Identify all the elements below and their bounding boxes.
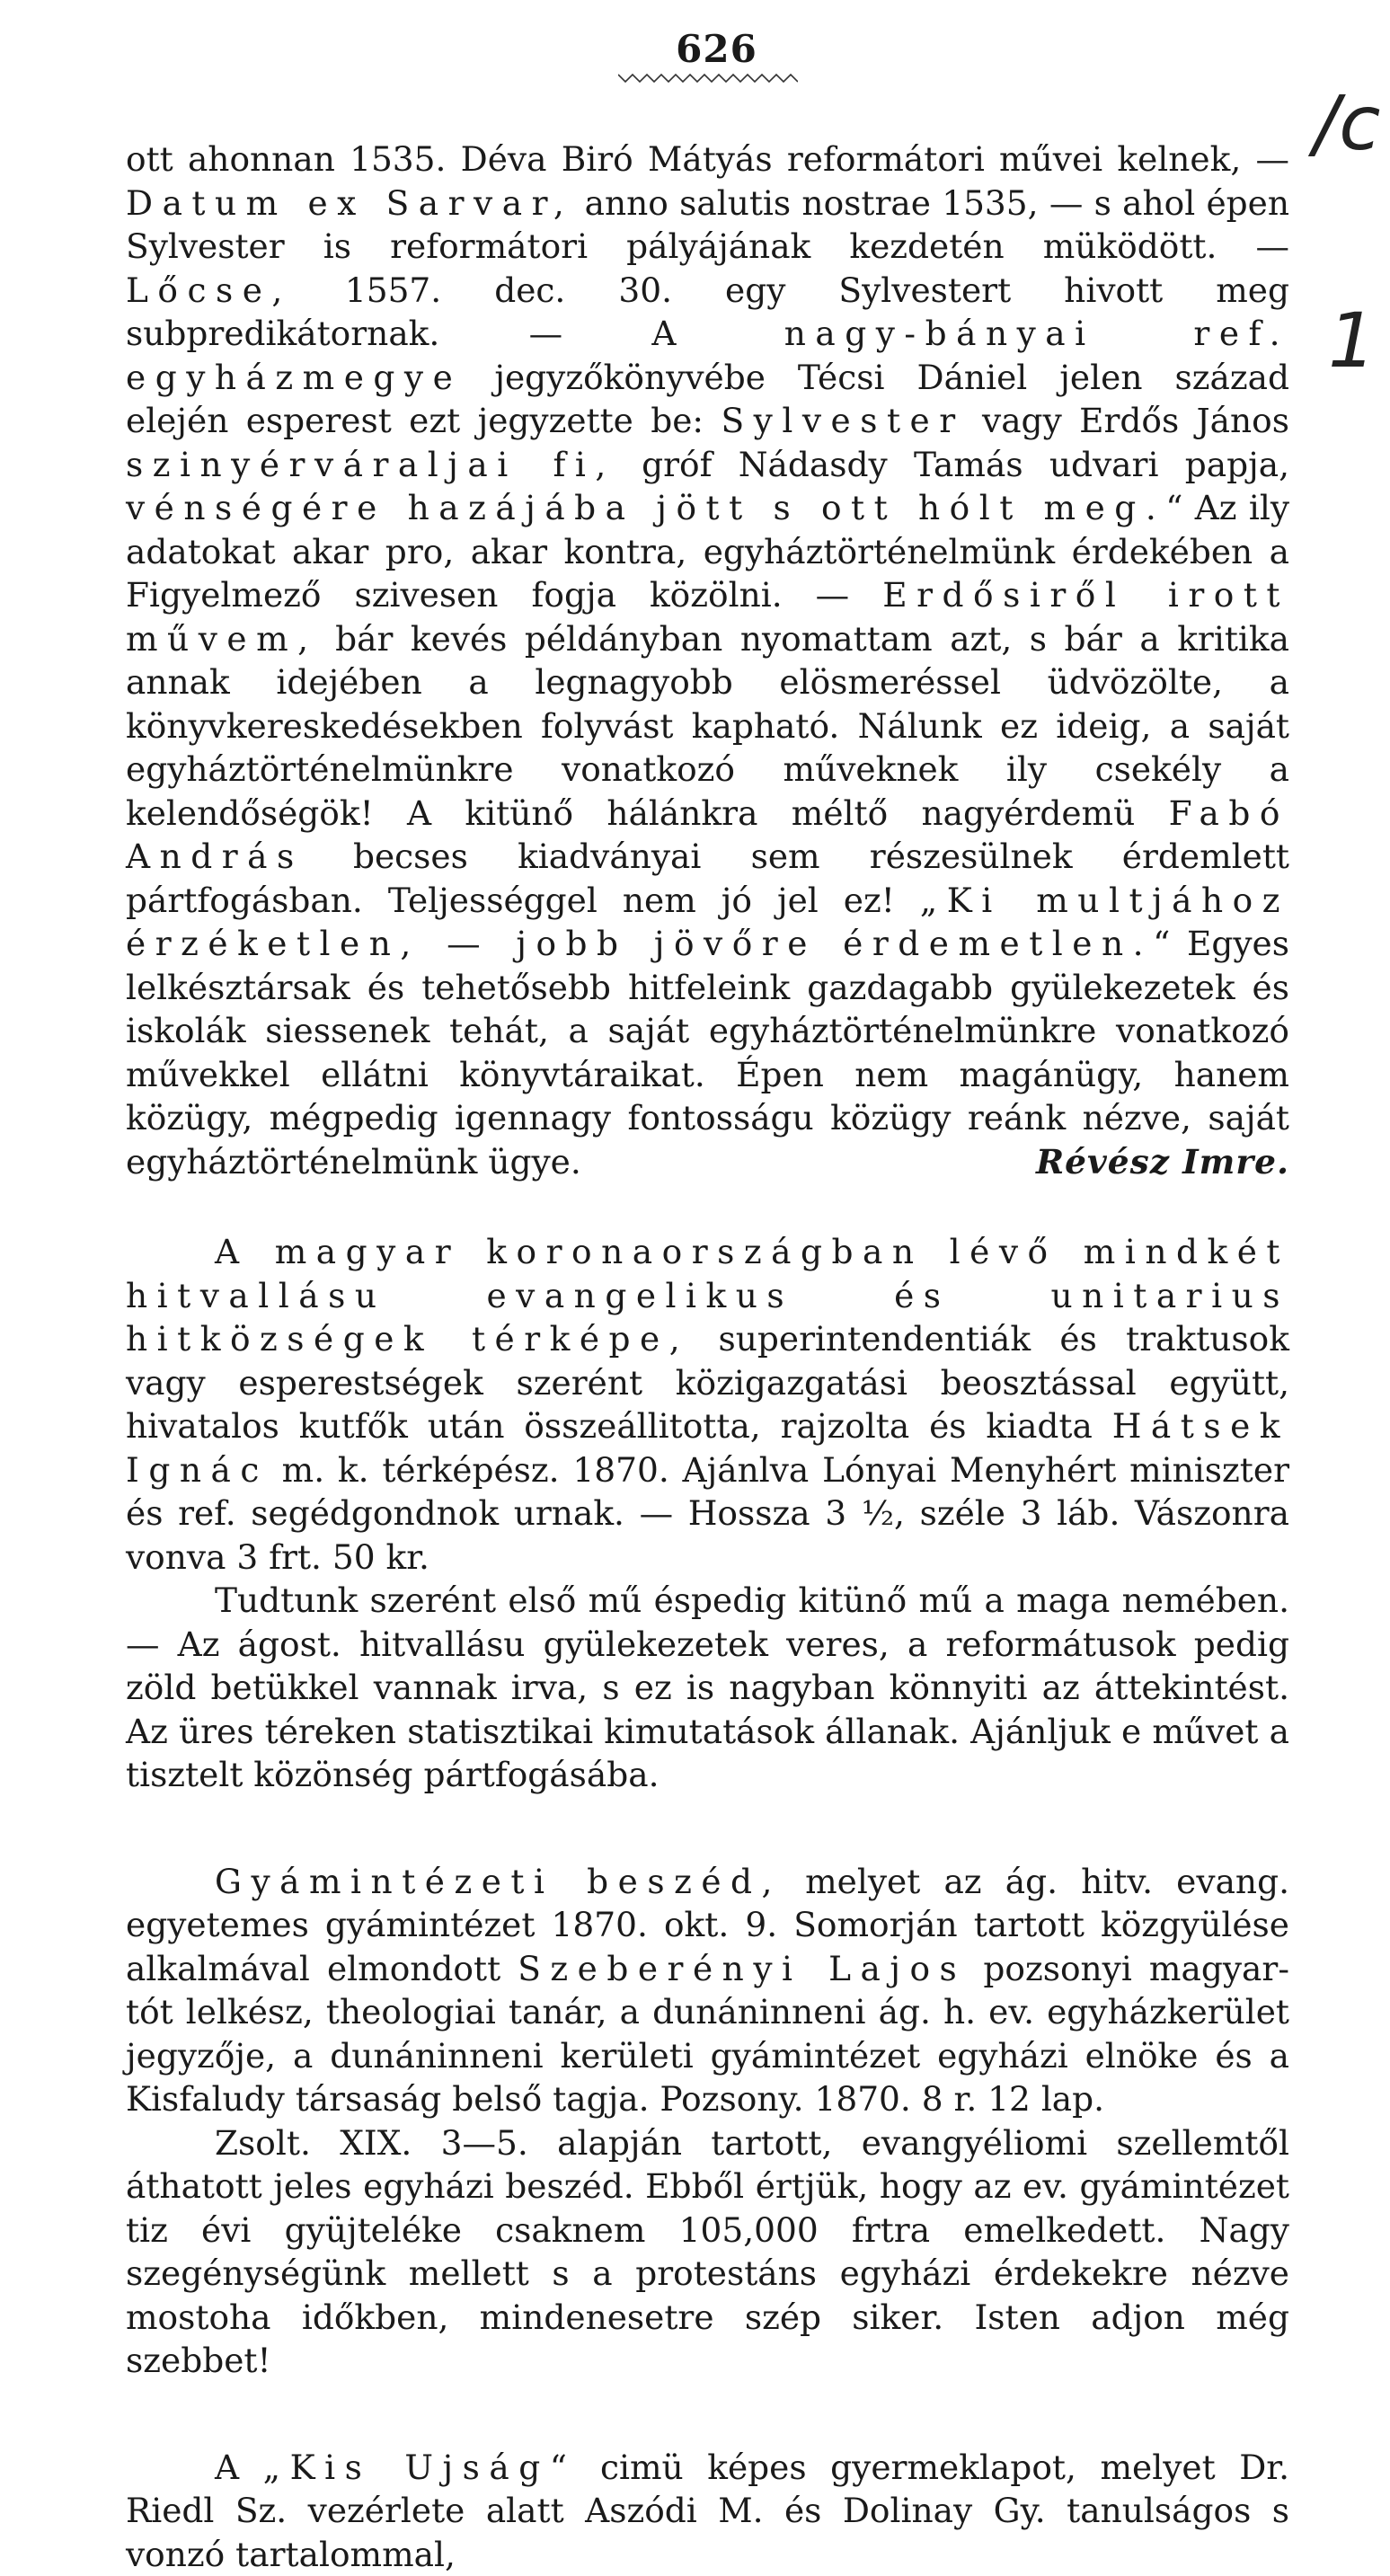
text-run: bár kevés példányban nyomattam azt, s bár a kritika annak idejében a legnagyobb elösmeréssel üdvözölte, a könyvkereskedésekben folyvást kapható. Nálunk ez ideig, a saját egyháztörténelmünkre vonatkozó műveknek ily csekély a kelendőségök! A kitünő hálánkra méltő nagyérdemü — [126, 619, 1289, 833]
spaced-hatsek: Hátsek Ignác — [126, 1406, 1289, 1490]
text-run: pozsonyi magyar-tót lelkész, theologiai tanár, a dunáninneni ág. h. ev. egyházkerület jegyzője, a dunáninneni kerületi gyámintézet egyházi elnöke és a Kisfaludy társaság belső tagja. Pozsony. 1870. 8 r. 12 lap. — [126, 1949, 1289, 2120]
text-run: cimü képes gyermeklapot, melyet Dr. Riedl Sz. vezérlete alatt Aszódi M. és Dolinay Gy. tanulságos s vonzó tartalommal, — [126, 2448, 1289, 2574]
signature: Révész Imre. — [1036, 1140, 1289, 1184]
spaced-terkep-title: A magyar koronaországban lévő mindkét hitvallásu evangelikus és unitarius hitközségek térképe, — [126, 1232, 1289, 1359]
page — [126, 27, 1289, 2576]
margin-mark-one: 1 — [1328, 297, 1376, 385]
spaced-fabo: Fabó András — [126, 793, 1289, 877]
margin-mark-c: /c — [1314, 79, 1380, 167]
text-run: m. k. térképész. 1870. Ajánlva Lónyai Menyhért miniszter és ref. segédgondnok urnak. — Hossza 3 ½, széle 3 láb. Vászonra vonva 3 frt. 50 kr. — [126, 1450, 1289, 1577]
text-run: 1557. dec. 30. egy Sylvestert hivott meg subpredikátornak. — — [126, 270, 1289, 354]
spaced-datum: Datum ex Sarvar, — [126, 183, 573, 223]
spaced-erdosirol: Erdősiről irott művem, — [126, 575, 1289, 659]
text-run: becses kiadványai sem részesülnek érdemlett pártfogásban. Teljességgel nem jó jel ez! — [126, 837, 1289, 920]
paragraph-gyamintezet — [126, 1860, 1289, 2121]
spaced-nagybanyai: A nagy-bányai ref. egyházmegye — [126, 314, 1289, 397]
text-run: ott ahonnan 1535. Déva Biró Mátyás reformátori művei kelnek, — — [126, 139, 1289, 179]
text-run: melyet az ág. hitv. evang. egyetemes gyámintézet 1870. okt. 9. Somorján tartott közgyülése alkalmával elmondott — [126, 1862, 1289, 1988]
spaced-locse: Lőcse, — [126, 270, 292, 310]
page-number: 626 — [144, 27, 1289, 71]
spaced-sylvester: Sylvester — [721, 401, 964, 440]
spaced-quote: „Ki multjához érzéketlen, — jobb jövőre érdemetlen. — [126, 881, 1289, 964]
spaced-gyamintezet-title: Gyámintézeti beszéd, — [215, 1862, 782, 1901]
ornament-rule — [618, 71, 798, 85]
paragraph-kis-ujsag — [126, 2446, 1289, 2576]
spaced-szeberenyi: Szeberényi Lajos — [518, 1949, 966, 1988]
paragraph-gyamintezet-review: Zsolt. XIX. 3—5. alapján tartott, evangyéliomi szellemtől áthatott jeles egyházi beszéd. Ebből értjük, hogy az ev. gyámintézet tiz évi gyüjteléke csaknem 105,000 frtra emelkedett. Nagy szegénységünk mellett s a protestáns egyházi érdekekre nézve mostoha időkben, mindenesetre szép siker. Isten adjon még szebbet! — [126, 2121, 1289, 2383]
text-run: vagy Erdős János — [965, 401, 1289, 440]
text-run: “ Az ily adatokat akar pro, akar kontra, egyháztörténelmünk érdekében a Figyelmező szivesen fogja közölni. — — [126, 488, 1289, 615]
text-run: A — [215, 2448, 263, 2487]
text-run: superintendentiák és traktusok vagy esperestségek szerént közigazgatási beosztással együtt, hivatalos kutfők után összeállitotta, rajzolta és kiadta — [126, 1319, 1289, 1446]
spaced-kis-ujsag: „Kis Ujság“ — [263, 2448, 577, 2487]
text-run: jegyzőkönyvébe Técsi Dániel jelen század elején esperest ezt jegyzette be: — [126, 358, 1289, 441]
paragraph-terkep-review: Tudtunk szerént első mű éspedig kitünő mű a maga nemében. — Az ágost. hitvallásu gyülekezetek veres, a reformátusok pedig zöld betükkel vannak irva, s ez is nagyban könnyiti az áttekintést. Az üres téreken statisztikai kimutatások állanak. Ajánljuk e művet a tisztelt közönség pártfogásába. — [126, 1579, 1289, 1797]
spaced-venseg: vénségére hazájába jött s ott hólt meg. — [126, 488, 1165, 527]
text-run: “ Egyes lelkésztársak és tehetősebb hitfeleink gazdagabb gyülekezetek és iskolák siessenek tehát, a saját egyháztörténelmünkre vonatkozó művekkel ellátni könyvtáraikat. Épen nem magánügy, hanem közügy, mégpedig igennagy fontosságu közügy reánk nézve, saját egyháztörténelmünk ügye. — [126, 924, 1289, 1182]
text-run: gróf Nádasdy Tamás udvari papja, — [615, 445, 1289, 484]
paragraph-terkep — [126, 1230, 1289, 1579]
spaced-szinyervaraljai: szinyérváraljai fi, — [126, 445, 615, 484]
paragraph-revesz — [126, 137, 1289, 1183]
text-run: anno salutis nostrae 1535, — s ahol épen Sylvester is reformátori pályájának kezdetén müködött. — — [126, 183, 1289, 267]
